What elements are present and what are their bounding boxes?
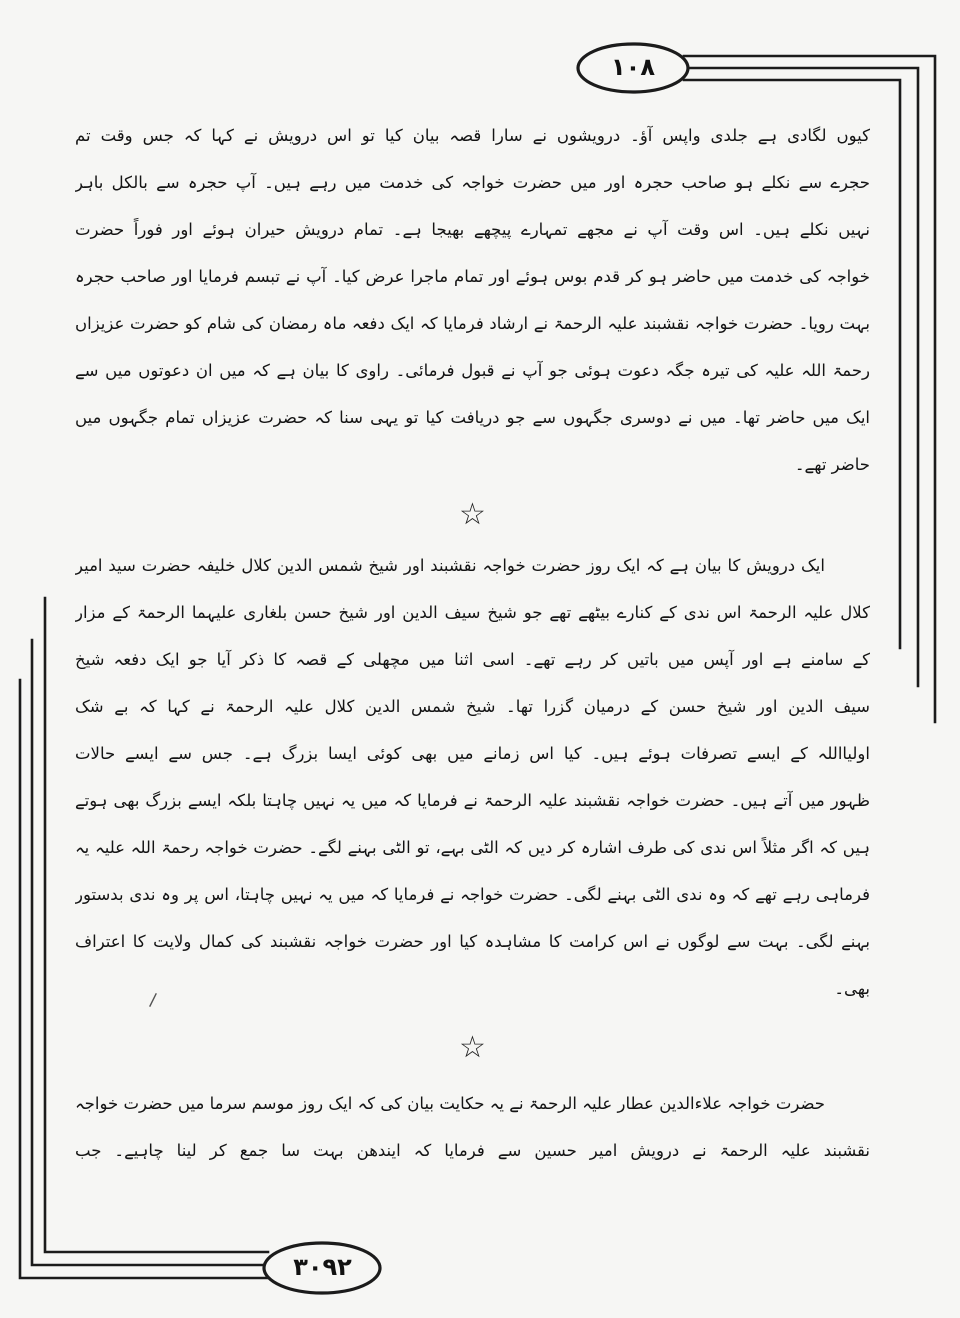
text-line: اولیااللہ کے ایسے تصرفات ہوئے ہیں۔ کیا اس زمانے میں بھی کوئی ایسا بزرگ ہے۔ جس سے ایسے حالات: [75, 744, 870, 763]
text-line: ایک درویش کا بیان ہے کہ ایک روز حضرت خواجہ نقشبند اور شیخ شمس الدین کلال خلیفہ حضرت سید امیر: [75, 556, 825, 575]
text-line: کیوں لگادی ہے جلدی واپس آؤ۔ درویشوں نے سارا قصہ بیان کیا تو اس درویش نے کہا کہ جس وقت تم: [75, 126, 870, 145]
text-line: نقشبند علیہ الرحمۃ نے درویش امیر حسین سے فرمایا کہ ایندھن بہت سا جمع کر لینا چاہیے۔ جب: [75, 1141, 870, 1160]
text-line: کے سامنے ہے اور آپس میں باتیں کر رہے تھے۔ اسی اثنا میں مچھلی کے قصہ کا ذکر آیا جو ایک دفعہ شیخ: [75, 650, 870, 669]
text-line: حجرے سے نکلے ہو صاحب حجرہ اور میں حضرت خواجہ کی خدمت میں رہے ہیں۔ آپ حجرہ سے بالکل باہر: [75, 173, 870, 192]
star-separator-icon: ☆: [459, 497, 486, 532]
text-line: حاضر تھے۔: [794, 455, 870, 474]
text-line: فرماہی رہے تھے کہ وہ ندی الٹی بہنے لگی۔ حضرت خواجہ نے فرمایا کہ میں یہ نہیں چاہتا، اس پر وہ ندی بدستور: [75, 885, 870, 904]
text-line: رحمۃ اللہ علیہ کی تیرہ جگہ دعوت ہوئی جو آپ نے قبول فرمائی۔ راوی کا بیان ہے کہ میں ان دعوتوں میں سے: [75, 361, 870, 380]
text-line: بھی۔: [834, 979, 870, 998]
star-separator-icon: ☆: [459, 1030, 486, 1065]
text-line: سیف الدین اور شیخ حسن کے درمیان گزرا تھا۔ شیخ شمس الدین کلال علیہ الرحمۃ نے کہا کہ بے شک: [75, 697, 870, 716]
text-line: ظہور میں آتے ہیں۔ حضرت خواجہ نقشبند علیہ الرحمۃ نے فرمایا کہ میں یہ نہیں چاہتا بلکہ ایسے بزرگ بھی ہوتے: [75, 791, 870, 810]
text-line: حضرت خواجہ علاءالدین عطار علیہ الرحمۃ نے یہ حکایت بیان کی کہ ایک روز موسم سرما میں حضرت خواجہ: [75, 1094, 825, 1113]
text-line: بہنے لگی۔ بہت سے لوگوں نے اس کرامت کا مشاہدہ کیا اور حضرت خواجہ نقشبند کی کمال ولایت کا اعتراف: [75, 932, 870, 951]
text-line: ہیں کہ اگر مثلاً اس ندی کی طرف اشارہ کر دیں کہ الٹی بہے، تو الٹی بہنے لگے۔ حضرت خواجہ رحمۃ اللہ علیہ یہ: [75, 838, 870, 857]
page-number-top: ۱۰۸: [611, 53, 655, 81]
paragraph-1: [75, 112, 870, 488]
paragraph-3: [75, 1080, 870, 1174]
text-line: کلال علیہ الرحمۃ اس ندی کے کنارے بیٹھے تھے جو شیخ سیف الدین اور شیخ حسن بلغاری علیہما الرحمۃ کے مزار: [75, 603, 870, 622]
text-line: بہت رویا۔ حضرت خواجہ نقشبند علیہ الرحمۃ نے ارشاد فرمایا کہ ایک دفعہ ماہ رمضان کی شام کو حضرت عزیزاں: [75, 314, 870, 333]
paragraph-2: [75, 542, 870, 1012]
text-line: خواجہ کی خدمت میں حاضر ہو کر قدم بوس ہوئے اور تمام ماجرا عرض کیا۔ آپ نے تبسم فرمایا اور صاحب حجرہ: [75, 267, 870, 286]
text-line: نہیں نکلے ہیں۔ اس وقت آپ نے مجھے تمہارے پیچھے بھیجا ہے۔ تمام درویش حیران ہوئے اور فوراً حضرت: [75, 220, 870, 239]
text-line: ایک میں حاضر تھا۔ میں نے دوسری جگہوں سے جو دریافت کیا تو یہی سنا کہ حضرت عزیزاں تمام جگہوں میں: [75, 408, 870, 427]
page-number-bottom: ۳۰۹۲: [293, 1253, 352, 1281]
